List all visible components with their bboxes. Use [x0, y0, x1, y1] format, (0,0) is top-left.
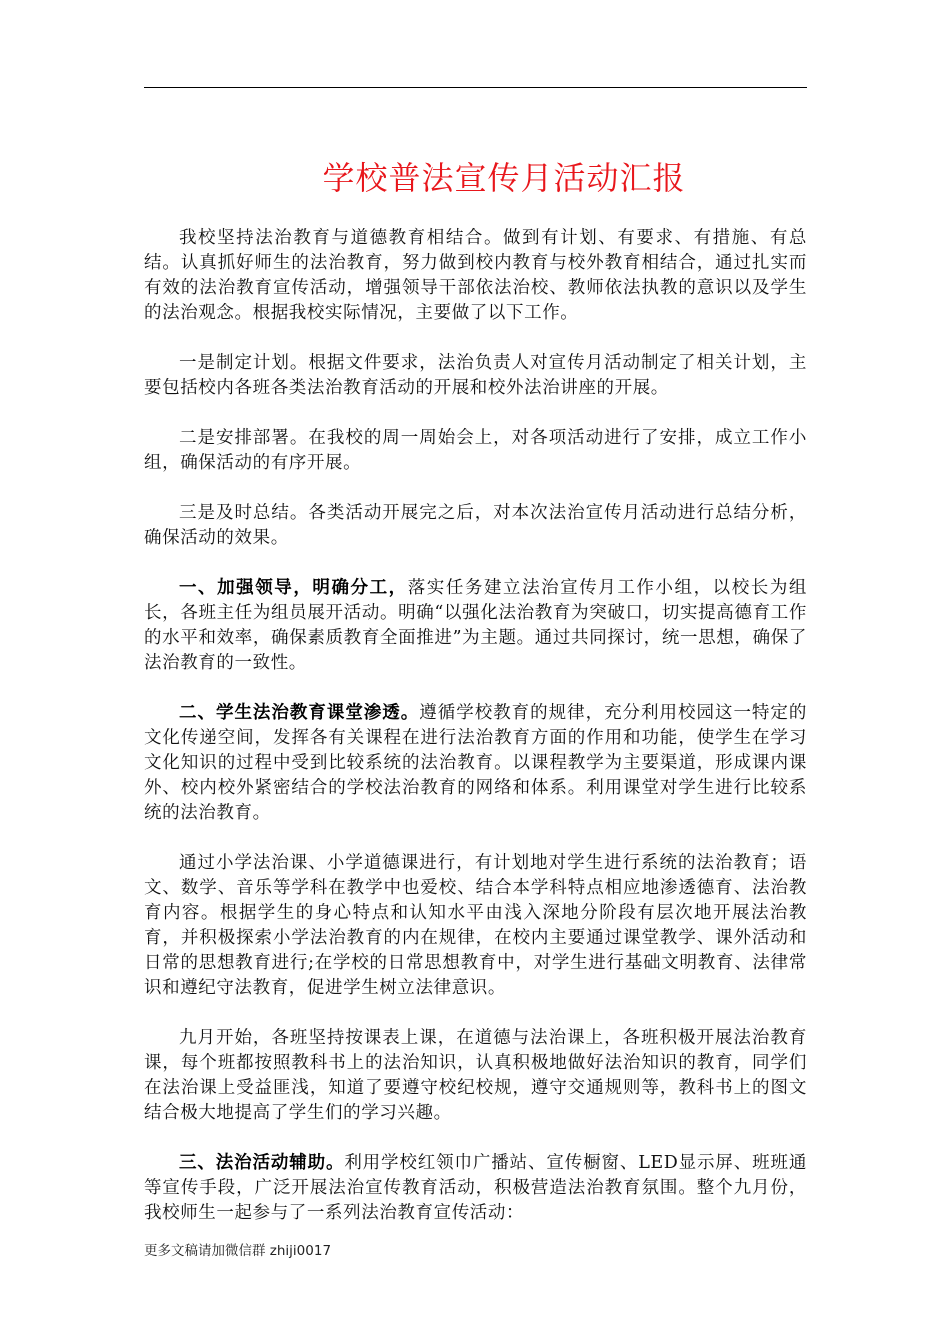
paragraph-courses — [144, 851, 807, 1001]
paragraph-section-3 — [144, 1151, 807, 1226]
paragraph-text: 利用学校红领巾广播站、宣传橱窗、LED显示屏、班班通等宣传手段，广泛开展法治宣传教育活动，积极营造法治教育氛围。整个九月份，我校师生一起参与了一系列法治教育宣传活动： — [144, 1153, 807, 1223]
paragraph-text: 通过小学法治课、小学道德课进行，有计划地对学生进行系统的法治教育；语文、数学、音乐等学科在教学中也爱校、结合本学科特点相应地渗透德育、法治教育内容。根据学生的身心特点和认知水平由浅入深地分阶段有层次地开展法治教育，并积极探索小学法治教育的内在规律，在校内主要通过课堂教学、课外活动和日常的思想教育进行;在学校的日常思想教育中，对学生进行基础文明教育、法律常识和遵纪守法教育，促进学生树立法律意识。 — [144, 853, 807, 998]
paragraph-section-2 — [144, 701, 807, 826]
section-heading: 二、学生法治教育课堂渗透。 — [179, 703, 420, 723]
paragraph-text: 一是制定计划。根据文件要求，法治负责人对宣传月活动制定了相关计划，主要包括校内各班各类法治教育活动的开展和校外法治讲座的开展。 — [144, 353, 807, 398]
paragraph-text: 遵循学校教育的规律，充分利用校园这一特定的文化传递空间，发挥各有关课程在进行法治教育方面的作用和功能，使学生在学习文化知识的过程中受到比较系统的法治教育。以课程教学为主要渠道，形成课内课外、校内校外紧密结合的学校法治教育的网络和体系。利用课堂对学生进行比较系统的法治教育。 — [144, 703, 807, 823]
paragraph-summary — [144, 501, 807, 551]
section-heading: 一、加强领导，明确分工， — [179, 578, 408, 598]
paragraph-text: 我校坚持法治教育与道德教育相结合。做到有计划、有要求、有措施、有总结。认真抓好师生的法治教育，努力做到校内教育与校外教育相结合，通过扎实而有效的法治教育宣传活动，增强领导干部依法治校、教师依法执教的意识以及学生的法治观念。根据我校实际情况，主要做了以下工作。 — [144, 228, 807, 323]
paragraph-plan — [144, 351, 807, 401]
paragraph-text: 落实任务建立法治宣传月工作小组，以校长为组长，各班主任为组员展开活动。明确“以强化法治教育为突破口，切实提高德育工作的水平和效率，确保素质教育全面推进”为主题。通过共同探讨，统一思想，确保了法治教育的一致性。 — [144, 578, 807, 673]
footer-note: 更多文稿请加微信群 zhiji0017 — [144, 1243, 332, 1259]
paragraph-text: 二是安排部署。在我校的周一周始会上，对各项活动进行了安排，成立工作小组，确保活动的有序开展。 — [144, 428, 807, 473]
paragraph-arrangement — [144, 426, 807, 476]
paragraph-text: 三是及时总结。各类活动开展完之后，对本次法治宣传月活动进行总结分析，确保活动的效果。 — [144, 503, 807, 548]
header-rule — [144, 87, 807, 88]
paragraph-text: 九月开始，各班坚持按课表上课，在道德与法治课上，各班积极开展法治教育课，每个班都按照教科书上的法治知识，认真积极地做好法治知识的教育，同学们在法治课上受益匪浅，知道了要遵守校纪校规，遵守交通规则等，教科书上的图文结合极大地提高了学生们的学习兴趣。 — [144, 1028, 807, 1123]
paragraph-september — [144, 1026, 807, 1126]
paragraph-section-1 — [144, 576, 807, 676]
document-body — [144, 226, 807, 1251]
paragraph-intro — [144, 226, 807, 326]
section-heading: 三、法治活动辅助。 — [179, 1153, 345, 1173]
document-title: 学校普法宣传月活动汇报 — [322, 159, 686, 197]
